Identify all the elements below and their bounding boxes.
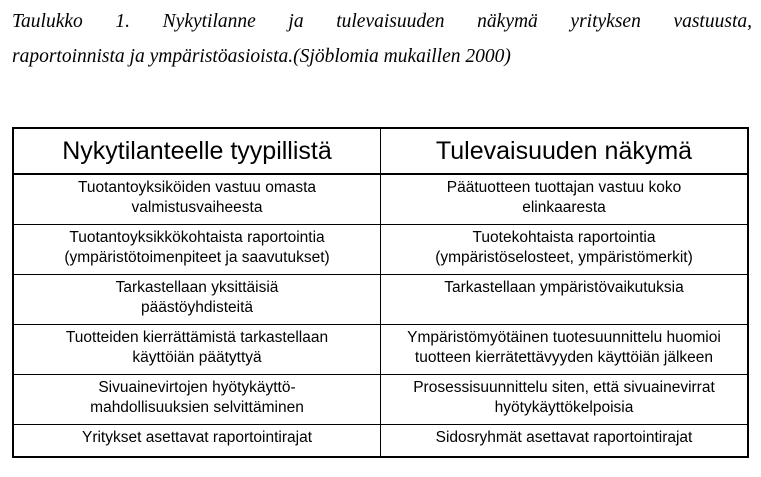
- cell-text-line: Sidosryhmät asettavat raportointirajat: [435, 428, 693, 446]
- cell-current: [14, 174, 381, 224]
- cell-text-line: valmistusvaiheesta: [131, 199, 263, 216]
- cell-text-line: päästöyhdisteitä: [140, 298, 254, 316]
- cell-text-line: käyttöiän päätyttyä: [132, 348, 262, 366]
- caption-line-2: raportoinnista ja ympäristöasioista.(Sjöblomia mukaillen 2000): [12, 46, 511, 67]
- cell-current: [14, 324, 381, 374]
- cell-text-line: Prosessisuunnittelu siten, että sivuainevirrat: [413, 378, 715, 396]
- cell-future: [381, 324, 748, 374]
- cell-current: [14, 274, 381, 324]
- cell-text-line: Sivuainevirtojen hyötykäyttö-: [98, 378, 296, 396]
- cell-text-line: elinkaaresta: [522, 199, 606, 216]
- table-row: [14, 424, 747, 456]
- caption-line-1: Taulukko 1. Nykytilanne ja tulevaisuuden näkymä yrityksen vastuusta,: [12, 11, 752, 32]
- cell-text-line: Tuotantoyksikkökohtaista raportointia: [69, 228, 325, 246]
- cell-future: [381, 224, 748, 274]
- cell-text-line: tuotteen kierrätettävyyden käyttöiän jälkeen: [414, 348, 714, 366]
- cell-text-line: Tuotantoyksiköiden vastuu omasta: [77, 179, 317, 196]
- cell-future: [381, 374, 748, 424]
- cell-text-line: mahdollisuuksien selvittäminen: [90, 398, 304, 416]
- table-header-row: [14, 129, 747, 174]
- comparison-table: [12, 127, 749, 458]
- table-row: [14, 374, 747, 424]
- table-row: [14, 224, 747, 274]
- table-row: [14, 324, 747, 374]
- header-future-view: Tulevaisuuden näkymä: [381, 129, 748, 174]
- cell-text-line: (ympäristöselosteet, ympäristömerkit): [435, 248, 693, 266]
- cell-text-line: hyötykäyttökelpoisia: [494, 398, 634, 416]
- cell-current: [14, 374, 381, 424]
- cell-current: [14, 224, 381, 274]
- cell-text-line: Tarkastellaan ympäristövaikutuksia: [444, 278, 684, 296]
- cell-future: [381, 174, 748, 224]
- cell-text-line: Tarkastellaan yksittäisiä: [115, 278, 279, 296]
- cell-future: [381, 274, 748, 324]
- header-current-typical: Nykytilanteelle tyypillistä: [14, 129, 381, 174]
- cell-current: [14, 424, 381, 456]
- cell-text-line: Tuotteiden kierrättämistä tarkastellaan: [65, 328, 329, 346]
- comparison-table-grid: [14, 129, 747, 456]
- cell-future: [381, 424, 748, 456]
- table-row: [14, 174, 747, 224]
- table-row: [14, 274, 747, 324]
- cell-text-line: (ympäristötoimenpiteet ja saavutukset): [64, 248, 330, 266]
- cell-text-line: Päätuotteen tuottajan vastuu koko: [446, 179, 682, 196]
- cell-text-line: Yritykset asettavat raportointirajat: [81, 428, 313, 446]
- cell-text-line: Tuotekohtaista raportointia: [472, 228, 656, 246]
- table-caption: [12, 4, 752, 74]
- cell-text-line: Ympäristömyötäinen tuotesuunnittelu huomioi: [407, 328, 721, 346]
